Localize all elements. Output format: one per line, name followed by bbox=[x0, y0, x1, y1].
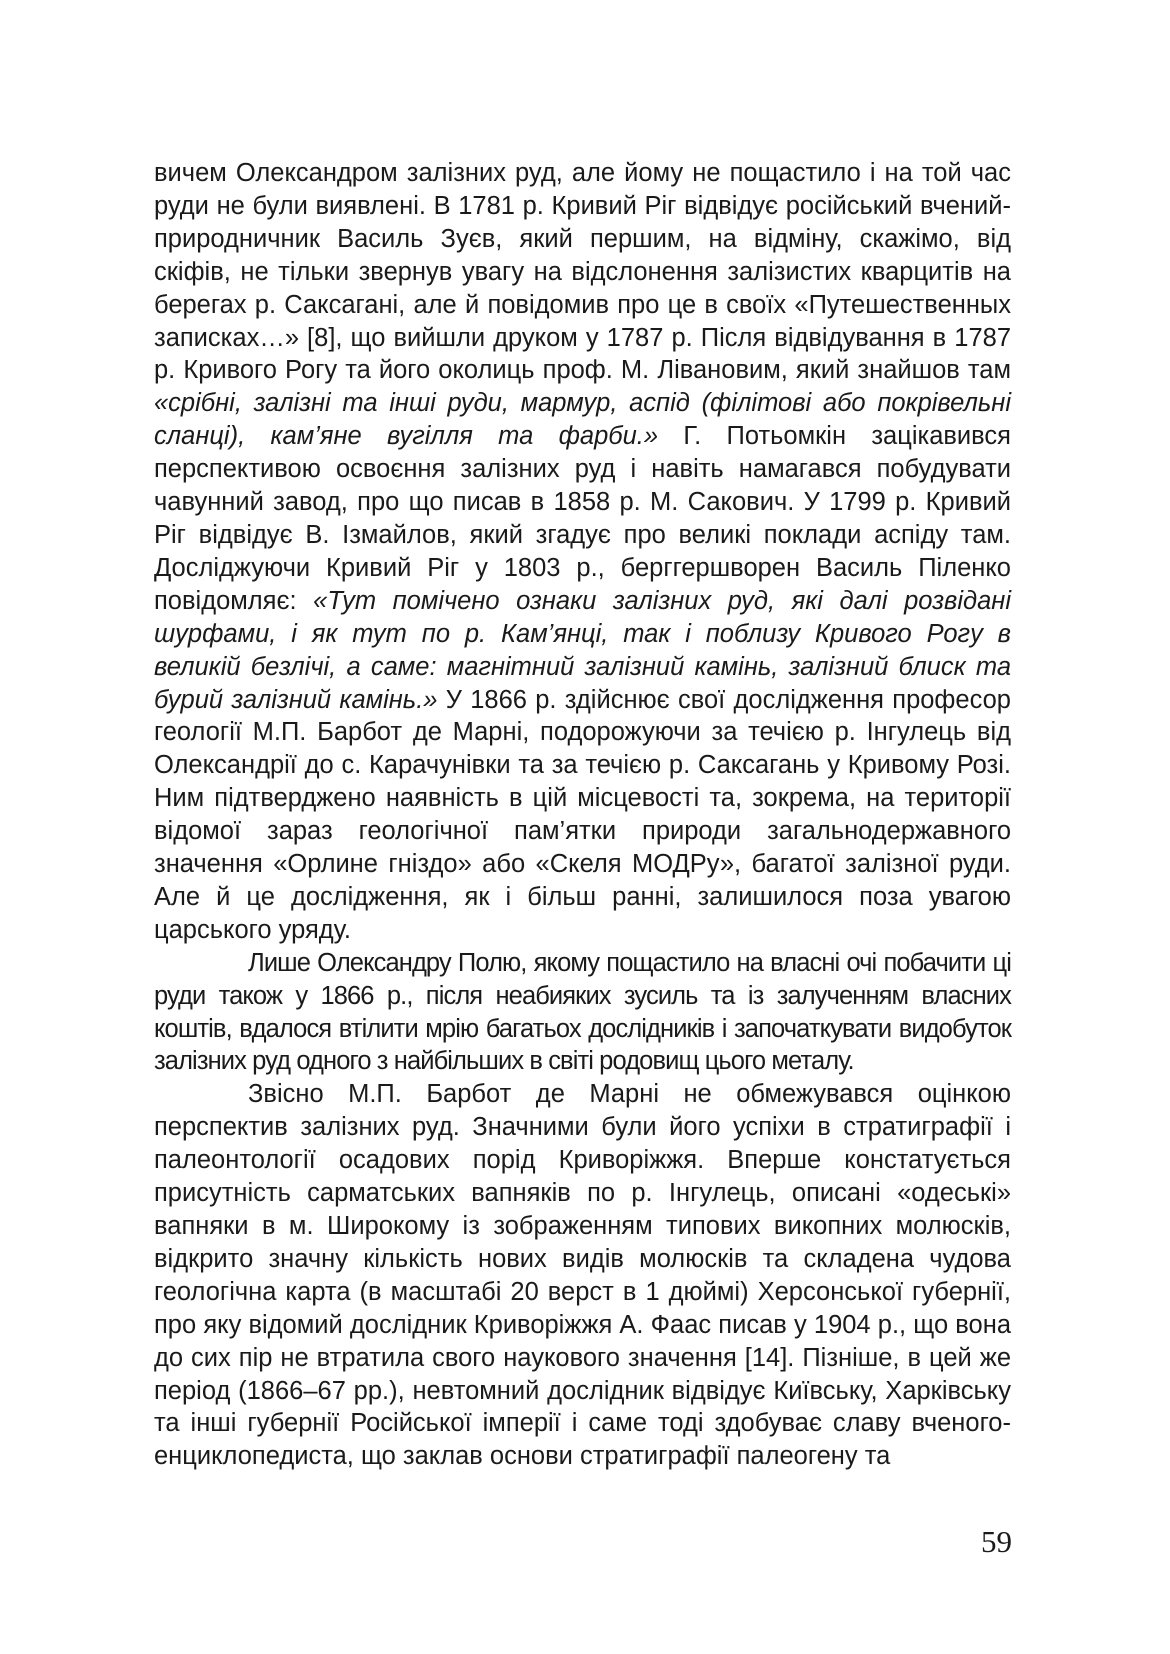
paragraph-3-text: Звісно М.П. Барбот де Марні не обмежувався оцінкою перспектив залізних руд. Значними були його успіхи в стратиграфії і палеонтології осадових порід Криворіжжя. Вперше констатується присутність сарматських вапняків по р. Інгулець, описані «одеські» вапняки в м. Широкому із зображенням типових викопних молюсків, відкрито значну кількість нових видів молюсків та складена чудова геологічна карта (в масштабі 20 верст в 1 дюймі) Херсонської губернії, про яку відомий дослідник Криворіжжя А. Фаас писав у 1904 р., що вона до сих пір не втратила свого наукового значення [14]. Пізніше, в цей же період (1866–67 рр.), невтомний дослідник відвідує Київську, Харківську та інші губернії Російської імперії і саме тоді здобуває славу вченого-енциклопедиста, що заклав основи стратиграфії палеогену та bbox=[154, 1080, 1011, 1471]
paragraph-3 bbox=[154, 1078, 1011, 1473]
body-text bbox=[154, 157, 1011, 1473]
page-number: 59 bbox=[981, 1524, 1012, 1559]
paragraph-1-quote-pilenko: «Тут помічено ознаки залізних руд, які далі розвідані шурфами, і як тут по р. Кам’янці, так і поблизу Кривого Рогу в великій безлічі, а саме: магнітний залізний камінь, залізний блиск та бурий залізний камінь.» bbox=[154, 586, 1011, 714]
paragraph-2 bbox=[154, 947, 1011, 1079]
paragraph-1 bbox=[154, 157, 1011, 947]
paragraph-1-text-b: Г. Потьомкін зацікавився перспективою освоєння залізних руд і навіть намагався побудувати чавунний завод, про що писав в 1858 р. М. Сакович. У 1799 р. Кривий Ріг відвідує В. Ізмайлов, який згадує про великі поклади аспіду там. Досліджуючи Кривий Ріг у 1803 р., берггершворен Василь Піленко повідомляє: bbox=[154, 422, 1011, 615]
paragraph-2-text: Лише Олександру Полю, якому пощастило на власні очі побачити ці руди також у 1866 р., після неабияких зусиль та із залученням власних коштів, вдалося втілити мрію багатьох дослідників і започаткувати видобуток залізних руд одного з найбільших в світі родовищ цього металу. bbox=[154, 948, 1011, 1076]
paragraph-1-quote-livanov: «срібні, залізні та інші руди, мармур, аспід (філітові або покрівельні сланці), кам’яне вугілля та фарби.» bbox=[154, 389, 1011, 451]
paragraph-1-text-a: вичем Олександром залізних руд, але йому не пощастило і на той час руди не були виявлені. В 1781 р. Кривий Ріг відвідує російський вчений-природничник Василь Зуєв, який першим, на відміну, скажімо, від скіфів, не тільки звернув увагу на відслонення залізистих кварцитів на берегах р. Саксагані, але й повідомив про це в своїх «Путешественных записках…» [8], що вийшли друком у 1787 р. Після відвідування в 1787 р. Кривого Рогу та його околиць проф. М. Лівановим, який знайшов там bbox=[154, 159, 1011, 385]
paragraph-1-text-c: У 1866 р. здійснює свої дослідження професор геології М.П. Барбот де Марні, подорожуючи за течією р. Інгулець від Олександрії до с. Карачунівки та за течією р. Саксагань у Кривому Розі. Ним підтверджено наявність в цій місцевості та, зокрема, на території відомої зараз геологічної пам’ятки природи загальнодержавного значення «Орлине гніздо» або «Скеля МОДРу», багатої залізної руди. Але й це дослідження, як і більш ранні, залишилося поза увагою царського уряду. bbox=[154, 685, 1011, 944]
